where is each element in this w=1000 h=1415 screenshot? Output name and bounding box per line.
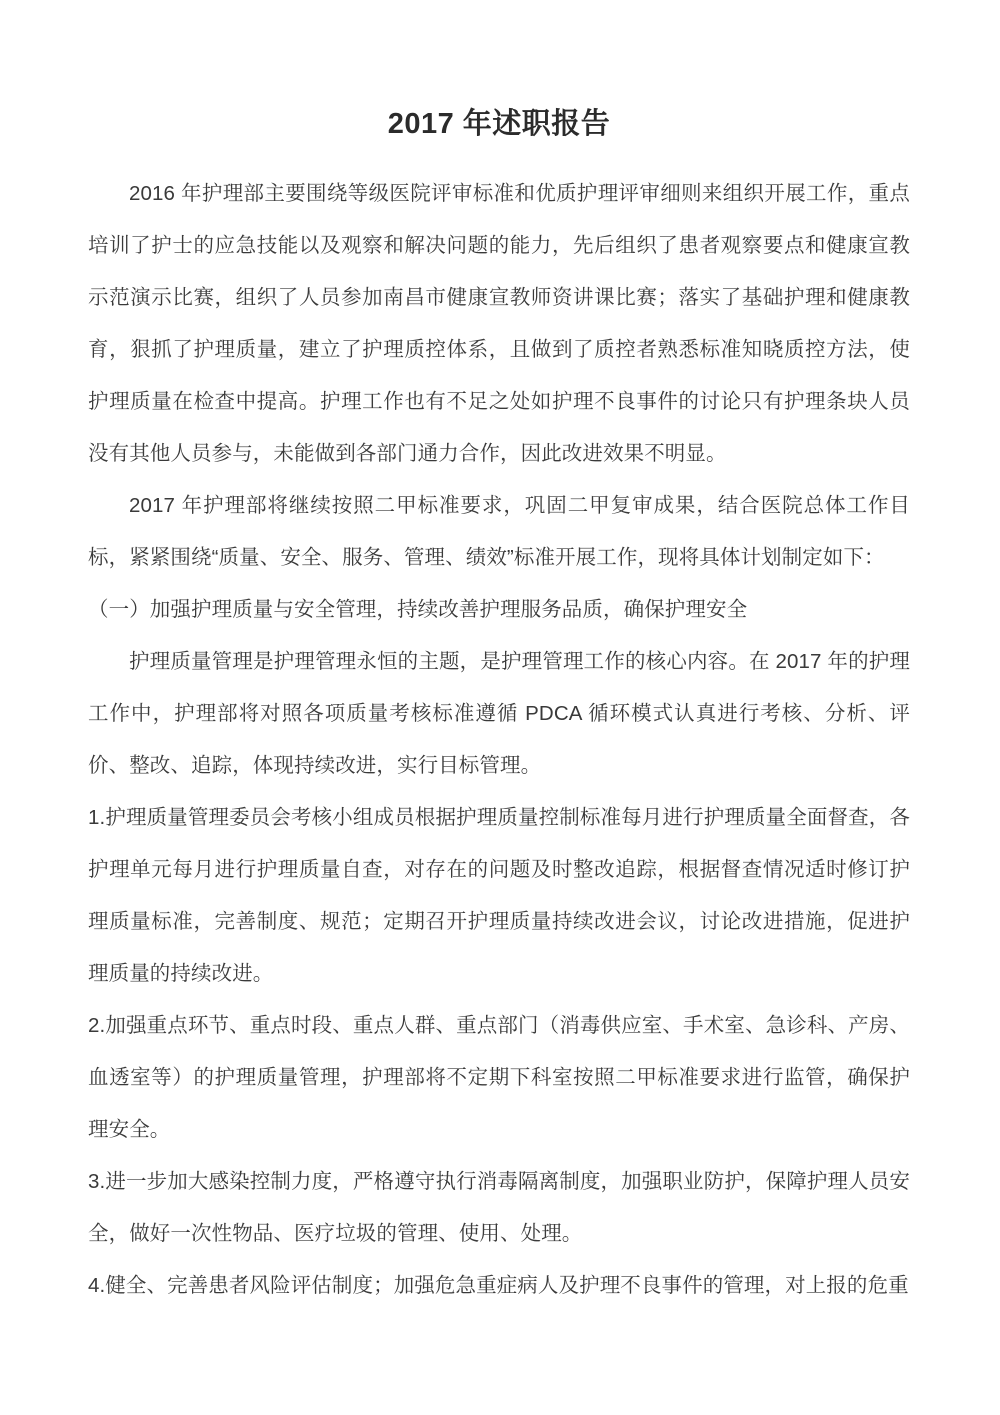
paragraph-2017-plan-intro: 2017 年护理部将继续按照二甲标准要求，巩固二甲复审成果，结合医院总体工作目标，紧紧围绕“质量、安全、服务、管理、绩效”标准开展工作，现将具体计划制定如下： <box>88 494 910 570</box>
numbered-item-2: 2.加强重点环节、重点时段、重点人群、重点部门（消毒供应室、手术室、急诊科、产房、血透室等）的护理质量管理，护理部将不定期下科室按照二甲标准要求进行监管，确保护理安全。 <box>88 1014 910 1142</box>
document-body <box>88 0 910 1312</box>
numbered-item-3: 3.进一步加大感染控制力度，严格遵守执行消毒隔离制度，加强职业防护，保障护理人员安全，做好一次性物品、医疗垃圾的管理、使用、处理。 <box>88 1170 910 1246</box>
numbered-item-4: 4.健全、完善患者风险评估制度；加强危急重症病人及护理不良事件的管理，对上报的危重 <box>88 1274 909 1298</box>
paragraph-intro-2016-review: 2016 年护理部主要围绕等级医院评审标准和优质护理评审细则来组织开展工作，重点培训了护士的应急技能以及观察和解决问题的能力，先后组织了患者观察要点和健康宣教示范演示比赛，组织了人员参加南昌市健康宣教师资讲课比赛；落实了基础护理和健康教育，狠抓了护理质量，建立了护理质控体系，且做到了质控者熟悉标准知晓质控方法，使护理质量在检查中提高。护理工作也有不足之处如护理不良事件的讨论只有护理条块人员没有其他人员参与，未能做到各部门通力合作，因此改进效果不明显。 <box>88 182 910 466</box>
paragraph-quality-management-pdca: 护理质量管理是护理管理永恒的主题，是护理管理工作的核心内容。在 2017 年的护理工作中，护理部将对照各项质量考核标准遵循 PDCA 循环模式认真进行考核、分析、评价、整改、追踪，体现持续改进，实行目标管理。 <box>88 650 910 778</box>
numbered-item-1: 1.护理质量管理委员会考核小组成员根据护理质量控制标准每月进行护理质量全面督查，各护理单元每月进行护理质量自查，对存在的问题及时整改追踪，根据督查情况适时修订护理质量标准，完善制度、规范；定期召开护理质量持续改进会议，讨论改进措施，促进护理质量的持续改进。 <box>88 806 910 986</box>
section-heading-one: （一）加强护理质量与安全管理，持续改善护理服务品质，确保护理安全 <box>88 598 748 622</box>
page-title: 2017 年述职报告 <box>387 108 611 140</box>
